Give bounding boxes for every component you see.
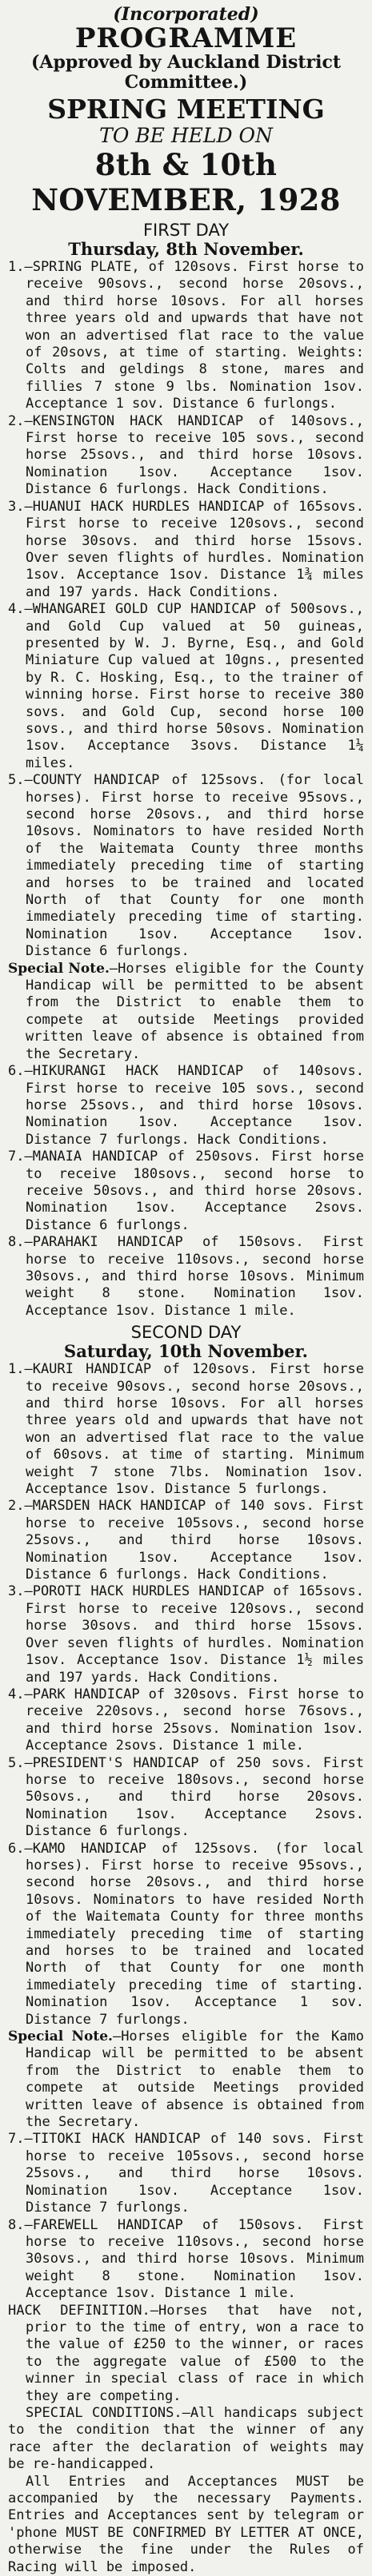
race-item: 4.—PARK HANDICAP of 320sovs. First horse to receive 220sovs., second horse 76sovs., and third horse 25sovs. Nomination 1sov. Acceptance 2sovs. Distance 1 mile.: [8, 1686, 364, 1754]
special-note-label: Special Note.: [8, 2029, 113, 2045]
race-item: 7.—MANAIA HANDICAP of 250sovs. First horse to receive 180sovs., second horse to receive 50sovs., and third horse 20sovs. Nomination 1sov. Acceptance 2sovs. Distance 6 furlongs.: [8, 1149, 364, 1233]
special-note-text: —Horses eligible for the County Handicap will be permitted to be absent from the District to enable them to compete at outside Meetings provided written leave of absence is obtained from the Secretary.: [26, 960, 364, 1062]
race-item: 3.—HUANUI HACK HURDLES HANDICAP of 165sovs. First horse to receive 120sovs., second horse 30sovs. and third horse 15sovs. Over seven flights of hurdles. Nomination 1sov. Acceptance 1sov. Distance 1¾ miles and 197 yards. Hack Conditions.: [8, 498, 364, 600]
race-item: 6.—KAMO HANDICAP of 125sovs. (for local horses). First horse to receive 95sovs., second horse 20sovs., and third horse 10sovs. Nominators to have resided North of the Waitemata County for three months immediately preceding time of starting and horses to be trained and located North of that County for one month immediately preceding time of starting. Nomination 1sov. Acceptance 1 sov. Distance 7 furlongs.: [8, 1840, 364, 2028]
race-item: 5.—PRESIDENT'S HANDICAP of 250 sovs. First horse to receive 180sovs., second horse 50sovs., and third horse 20sovs. Nomination 1sov. Acceptance 2sovs. Distance 6 furlongs.: [8, 1754, 364, 1840]
race-item: 8.—PARAHAKI HANDICAP of 150sovs. First horse to receive 110sovs., second horse 30sovs., and third horse 10sovs. Minimum weight 8 stone. Nomination 1sov. Acceptance 1sov. Distance 1 mile.: [8, 1234, 364, 1319]
programme-heading: PROGRAMME: [74, 22, 298, 54]
special-note: [8, 961, 364, 1063]
special-note-label: Special Note.: [8, 960, 110, 977]
approved-note: (Approved by Auckland District Committee.): [31, 52, 341, 93]
hack-definition-label: HACK DEFINITION.: [8, 2302, 150, 2319]
special-note: [8, 2029, 364, 2131]
special-note-text: —Horses eligible for the Kamo Handicap will be permitted to be absent from the District to enable them to compete at outside Meetings provided written leave of absence is obtained from the Secretary.: [26, 2029, 364, 2131]
race-item: 7.—TITOKI HACK HANDICAP of 140 sovs. First horse to receive 105sovs., second horse 25sovs., and third horse 10sovs. Nomination 1sov. Acceptance 1sov. Distance 7 furlongs.: [8, 2131, 364, 2216]
second-day-heading: SECOND DAY: [130, 1323, 242, 1343]
race-item: 1.—SPRING PLATE, of 120sovs. First horse to receive 90sovs., second horse 20sovs., and third horse 10sovs. For all horses three years old and upwards that have not won an advertised flat race to the value of 20sovs, at time of starting. Weights: Colts and geldings 8 stone, mares and fillies 7 stone 9 lbs. Nomination 1sov. Acceptance 1 sov. Distance 6 furlongs.: [8, 259, 364, 412]
race-item: 2.—KENSINGTON HACK HANDICAP of 140sovs., First horse to receive 105 sovs., second horse 25sovs., and third horse 10sovs. Nomination 1sov. Acceptance 1sov. Distance 6 furlongs. Hack Conditions.: [8, 412, 364, 498]
race-item: 6.—HIKURANGI HACK HANDICAP of 140sovs. First horse to receive 105 sovs., second horse 25sovs., and third horse 10sovs. Nomination 1sov. Acceptance 1sov. Distance 7 furlongs. Hack Conditions.: [8, 1063, 364, 1148]
race-item: 3.—POROTI HACK HURDLES HANDICAP of 165sovs. First horse to receive 120sovs., second horse 30sovs. and third horse 15sovs. Over seven flights of hurdles. Nomination 1sov. Acceptance 1sov. Distance 1½ miles and 197 yards. Hack Conditions.: [8, 1583, 364, 1686]
hack-definition-text: —Horses that have not, prior to the time of entry, won a race to the value of £250 to the winner, or races to the aggregate value of £500 to the winner in special class of race in which they are competing.: [26, 2302, 364, 2404]
first-day-date: Thursday, 8th November.: [68, 239, 304, 259]
first-day-heading: FIRST DAY: [142, 221, 230, 240]
race-item: 5.—COUNTY HANDICAP of 125sovs. (for local horses). First horse to receive 95sovs., second horse 20sovs., and third horse 10sovs. Nominators to have resided North of the Waitemata County three months immediately preceding time of starting and horses to be trained and located North of that County for one month immediately preceding time of starting. Nomination 1sov. Acceptance 1sov. Distance 6 furlongs.: [8, 772, 364, 960]
incorporated-label: (Incorporated): [113, 4, 259, 25]
race-item: 8.—FAREWELL HANDICAP of 150sovs. First horse to receive 110sovs., second horse 30sovs., and third horse 10sovs. Minimum weight 8 stone. Nomination 1sov. Acceptance 1sov. Distance 1 mile.: [8, 2216, 364, 2302]
race-item: 4.—WHANGAREI GOLD CUP HANDICAP of 500sovs., and Gold Cup valued at 50 guineas, presented by W. J. Byrne, Esq., and Gold Miniature Cup valued at 10gns., presented by R. C. Hosking, Esq., to the trainer of winning horse. First horse to receive 380 sovs. and Gold Cup, second horse 100 sovs., and third horse 50sovs. Nomination 1sov. Acceptance 3sovs. Distance 1¼ miles.: [8, 601, 364, 771]
meeting-title: SPRING MEETING: [47, 94, 325, 125]
special-conditions: SPECIAL CONDITIONS.—All handicaps subject to the condition that the winner of any race after the declaration of weights may be re-handicapped.: [8, 2404, 364, 2473]
second-day-date: Saturday, 10th November.: [64, 1341, 308, 1362]
race-item: 1.—KAURI HANDICAP of 120sovs. First horse to receive 90sovs., second horse 20sovs., and third horse 10sovs. For all horses three years old and upwards that have not won an advertised flat race to the value of 60sovs. at time of starting. Minimum weight 7 stone 7lbs. Nomination 1sov. Acceptance 1sov. Distance 5 furlongs.: [8, 1361, 364, 1498]
entries-conditions: All Entries and Acceptances MUST be accompanied by the necessary Payments. Entries and Acceptances sent by telegram or 'phone MUST BE CONFIRMED BY LETTER AT ONCE, otherwise the fine under the Rules of Racing will be imposed.: [8, 2473, 364, 2575]
meeting-dates: 8th & 10th NOVEMBER, 1928: [31, 147, 341, 217]
hack-definition: [8, 2303, 364, 2405]
held-on-label: TO BE HELD ON: [99, 124, 273, 147]
race-item: 2.—MARSDEN HACK HANDICAP of 140 sovs. First horse to receive 105sovs., second horse 25sovs., and third horse 10sovs. Nomination 1sov. Acceptance 1sov. Distance 6 furlongs. Hack Conditions.: [8, 1498, 364, 1583]
